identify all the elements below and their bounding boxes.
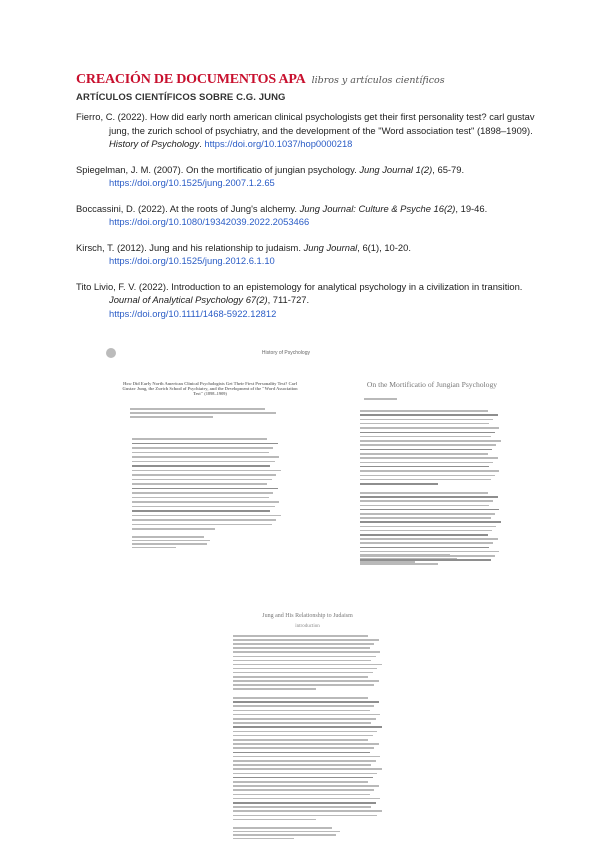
- document-header: [76, 72, 556, 103]
- text-line: [360, 505, 489, 507]
- text-line: [132, 510, 270, 512]
- ref-authors: Fierro, C. (2022).: [76, 111, 150, 122]
- text-line: [233, 697, 368, 699]
- ref-title: At the roots of Jung's alchemy.: [169, 202, 300, 214]
- text-line: [233, 722, 371, 724]
- thumb-article-title: How Did Early North American Clinical Psychologists Get Their First Personality Test? Carl Gustav Jung, the Zurich School of Psychiatry, and the Development of the "Word Association Test" (1898–1909): [122, 381, 298, 397]
- text-line: [233, 764, 371, 766]
- text-line: [233, 789, 374, 791]
- text-line: [233, 834, 336, 836]
- text-line: [233, 798, 380, 800]
- text-line: [360, 444, 496, 446]
- text-line: [132, 470, 281, 472]
- text-line: [233, 819, 316, 821]
- text-line: [233, 647, 370, 649]
- text-line: [360, 440, 501, 442]
- text-line: [132, 547, 176, 549]
- text-line: [360, 462, 493, 464]
- text-line: [233, 680, 379, 682]
- text-line: [233, 810, 382, 812]
- text-line: [130, 408, 265, 410]
- text-line: [132, 474, 276, 476]
- ref-journal: Jung Journal: Culture & Psyche 16(2): [299, 202, 456, 214]
- text-line: [360, 500, 493, 502]
- text-line: [360, 457, 498, 459]
- section-heading: ARTÍCULOS CIENTÍFICOS SOBRE C.G. JUNG: [76, 92, 286, 103]
- text-line: [132, 536, 204, 538]
- text-line: [233, 752, 370, 754]
- text-line: [132, 456, 279, 458]
- thumb-article-subtitle: introduction: [295, 624, 320, 629]
- text-line: [233, 718, 376, 720]
- ref-journal: History of Psychology: [109, 138, 200, 149]
- text-line: [360, 526, 496, 528]
- text-line: [360, 449, 492, 451]
- text-line: [233, 739, 368, 741]
- text-line: [132, 483, 267, 485]
- text-line: [132, 506, 275, 508]
- ref-tail: , 711-727.: [267, 294, 310, 305]
- text-line: [233, 672, 373, 674]
- text-line: [233, 827, 332, 829]
- text-line: [233, 831, 340, 833]
- text-line: [360, 521, 501, 523]
- text-line: [360, 414, 498, 416]
- reference-entry: [76, 110, 548, 151]
- text-line: [233, 806, 371, 808]
- ref-tail: , 19-46.: [455, 202, 488, 214]
- text-line: [360, 547, 489, 549]
- article-thumbnail-jung-journal: [352, 342, 510, 567]
- text-line: [132, 528, 215, 530]
- text-line: [130, 416, 213, 418]
- ref-tail: , 6(1), 10-20.: [357, 241, 411, 253]
- ref-title: Introduction to an epistemology for analytical psychology in a civilization in transition.: [171, 280, 523, 292]
- text-line: [360, 558, 457, 560]
- text-line: [360, 427, 499, 429]
- text-line: [360, 453, 488, 455]
- text-line: [132, 524, 272, 526]
- text-line: [360, 410, 488, 412]
- text-line: [233, 705, 374, 707]
- text-line: [360, 479, 491, 481]
- text-line: [233, 785, 379, 787]
- ref-doi-link[interactable]: https://doi.org/10.1037/hop0000218: [204, 138, 353, 149]
- text-line: [132, 497, 269, 499]
- text-line: [233, 726, 382, 728]
- text-line: [233, 773, 377, 775]
- text-line: [233, 656, 376, 658]
- text-line: [360, 496, 498, 498]
- text-line: [233, 714, 380, 716]
- text-line: [132, 488, 278, 490]
- text-line: [233, 747, 374, 749]
- ref-journal: Jung Journal 1(2): [359, 163, 433, 175]
- text-line: [233, 731, 377, 733]
- reference-entry: [76, 280, 548, 321]
- ref-journal: Jung Journal: [303, 241, 358, 253]
- main-title: CREACIÓN DE DOCUMENTOS APA: [76, 72, 306, 87]
- text-line: [360, 542, 493, 544]
- text-line: [360, 492, 488, 494]
- text-line: [132, 515, 281, 517]
- text-line: [360, 419, 493, 421]
- ref-doi-link[interactable]: https://doi.org/10.1525/jung.2012.6.1.10: [109, 255, 275, 266]
- title-subtitle: libros y artículos científicos: [311, 75, 445, 86]
- ref-doi-link[interactable]: https://doi.org/10.1525/jung.2007.1.2.65: [109, 177, 275, 188]
- ref-authors: Tito Livio, F. V. (2022).: [76, 280, 172, 292]
- text-line: [233, 794, 370, 796]
- text-line: [233, 777, 373, 779]
- text-line: [233, 676, 368, 678]
- reference-list: [76, 110, 548, 332]
- ref-authors: Boccassini, D. (2022).: [76, 202, 170, 214]
- ref-authors: Kirsch, T. (2012).: [76, 241, 150, 253]
- text-line: [233, 838, 294, 840]
- text-line: [233, 743, 379, 745]
- ref-tail: .: [199, 138, 205, 149]
- ref-doi-link[interactable]: https://doi.org/10.1111/1468-5922.12812: [109, 307, 277, 319]
- text-line: [132, 465, 270, 467]
- text-line: [233, 668, 377, 670]
- text-line: [233, 710, 370, 712]
- text-line: [360, 509, 499, 511]
- text-line: [132, 479, 272, 481]
- text-line: [360, 470, 499, 472]
- ref-title: How did early north american clinical psychologists get their first personality test? carl gustav jung, the zurich school of psychiatry, and the development of the "Word association test" (1898–1909).: [109, 111, 535, 136]
- text-line: [360, 513, 495, 515]
- journal-logo-icon: [106, 348, 116, 358]
- text-line: [233, 639, 379, 641]
- article-thumbnail-judaism: [225, 605, 390, 845]
- ref-tail: , 65-79.: [432, 163, 465, 175]
- text-line: [360, 466, 489, 468]
- text-line: [233, 781, 368, 783]
- text-line: [360, 551, 499, 553]
- text-line: [132, 519, 276, 521]
- text-line: [233, 635, 368, 637]
- text-line: [360, 534, 488, 536]
- text-line: [132, 492, 273, 494]
- text-line: [360, 561, 415, 563]
- ref-journal: Journal of Analytical Psychology 67(2): [109, 294, 268, 305]
- text-line: [233, 802, 376, 804]
- thumb-article-title: Jung and His Relationship to Judaism: [262, 613, 353, 619]
- text-line: [364, 398, 397, 400]
- text-line: [233, 756, 380, 758]
- text-line: [130, 412, 276, 414]
- text-line: [360, 436, 491, 438]
- text-line: [132, 501, 279, 503]
- text-line: [132, 461, 275, 463]
- text-line: [233, 660, 371, 662]
- reference-entry: [76, 163, 548, 190]
- thumb-article-title: On the Mortificatio of Jungian Psychology: [366, 380, 498, 389]
- text-line: [132, 543, 207, 545]
- text-line: [233, 760, 376, 762]
- text-line: [233, 651, 380, 653]
- text-line: [360, 554, 450, 556]
- text-line: [132, 447, 273, 449]
- text-line: [233, 684, 374, 686]
- reference-entry: [76, 241, 548, 268]
- text-line: [233, 735, 373, 737]
- text-line: [360, 432, 495, 434]
- text-line: [360, 483, 438, 485]
- text-line: [360, 538, 498, 540]
- text-line: [132, 443, 278, 445]
- ref-authors: Spiegelman, J. M. (2007).: [76, 163, 186, 175]
- text-line: [233, 664, 382, 666]
- text-line: [233, 688, 316, 690]
- title-line: [76, 72, 556, 88]
- text-line: [132, 438, 267, 440]
- text-line: [360, 530, 492, 532]
- text-line: [132, 540, 210, 542]
- reference-entry: [76, 202, 548, 229]
- text-line: [233, 701, 379, 703]
- ref-doi-link[interactable]: https://doi.org/10.1080/19342039.2022.2053466: [109, 216, 310, 227]
- text-line: [360, 423, 489, 425]
- text-line: [233, 768, 382, 770]
- text-line: [360, 563, 438, 565]
- text-line: [360, 517, 491, 519]
- text-line: [132, 452, 269, 454]
- thumb-journal-name: History of Psychology: [261, 350, 310, 356]
- text-line: [360, 475, 495, 477]
- ref-title: Jung and his relationship to judaism.: [149, 241, 304, 253]
- text-line: [233, 815, 377, 817]
- article-thumbnail-history-of-psychology: [90, 338, 325, 570]
- text-line: [233, 643, 374, 645]
- ref-title: On the mortificatio of jungian psychology.: [185, 163, 360, 175]
